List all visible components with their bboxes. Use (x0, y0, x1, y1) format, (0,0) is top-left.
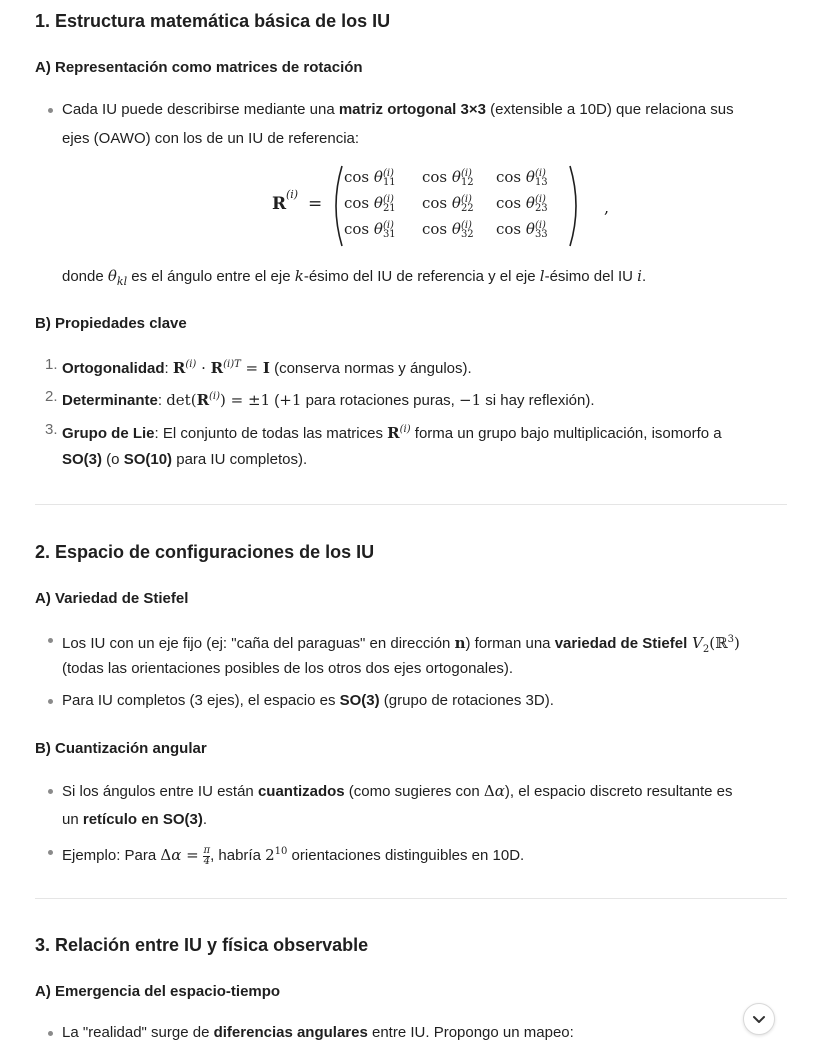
fraction-pi-4: $\frac{\pi}{4}$ (203, 844, 211, 867)
section-1a-title: A) Representación como matrices de rotación (35, 59, 363, 76)
where-line: donde $\theta_{kl}$ es el ángulo entre el eje k-ésimo del IU de referencia y el eje l-ésimo del IU i. (62, 267, 647, 288)
matrix-cell: cos θ (i) 32 (422, 220, 474, 241)
ordered-item-3: 3. Grupo de Lie: El conjunto de todas las matrices $R^{(i)}$ forma un grupo bajo multiplicación, isomorfo a (45, 421, 722, 442)
section-3a-title: A) Emergencia del espacio-tiempo (35, 983, 281, 1000)
section-1-title: 1. Estructura matemática básica de los IU (35, 11, 391, 31)
matrix-cell: cos θ (i) 22 (422, 194, 474, 215)
list-item: Los IU con un eje fijo (ej: "caña del paraguas" en dirección n) forman una variedad de Stiefel $V_2(ℝ^3)$ (62, 630, 740, 660)
matrix-cells (344, 166, 574, 246)
ordered-item-1: 1. Ortogonalidad: $R^{(i)} \cdot R^{(i)T} = I$ (conserva normas y ángulos). (45, 356, 472, 377)
list-item-continuation: (todas las orientaciones posibles de los otros dos ejes ortogonales). (62, 660, 514, 677)
list-item: Ejemplo: Para Δα = $\frac{\pi}{4}$ , habría $2^{10}$ orientaciones distinguibles en 10D. (62, 842, 524, 867)
list-item: La "realidad" surge de diferencias angulares entre IU. Propongo un mapeo: (62, 1024, 574, 1041)
scroll-down-button[interactable] (743, 1003, 775, 1035)
list-item: Si los ángulos entre IU están cuantizados (como sugieres con Δα), el espacio discreto resultante es (62, 782, 733, 800)
matrix-comma: , (604, 198, 610, 217)
section-3-title: 3. Relación entre IU y física observable (35, 935, 369, 955)
matrix-cell: cos θ (i) 13 (496, 168, 548, 189)
section-2b-title: B) Cuantización angular (35, 740, 207, 757)
matrix-cell: cos θ (i) 33 (496, 220, 548, 241)
divider (35, 898, 787, 899)
matrix-cell: cos θ (i) 23 (496, 194, 548, 215)
section-2-title: 2. Espacio de configuraciones de los IU (35, 542, 375, 562)
divider (35, 504, 787, 505)
ordered-item-2: 2. Determinante: $\det(R^{(i)}) = \pm 1$ (+1 para rotaciones puras, −1 si hay reflexión). (45, 388, 595, 409)
section-1b-title: B) Propiedades clave (35, 315, 187, 332)
matrix-cell: cos θ (i) 11 (344, 168, 396, 189)
list-item-continuation: un retículo en SO(3). (62, 811, 208, 828)
matrix-cell: cos θ (i) 12 (422, 168, 474, 189)
matrix-cell: cos θ (i) 31 (344, 220, 396, 241)
list-item: Cada IU puede describirse mediante una matriz ortogonal 3×3 (extensible a 10D) que relaciona sus (62, 101, 734, 118)
chevron-down-icon (751, 1011, 767, 1027)
ordered-item-3-continuation: SO(3) (o SO(10) para IU completos). (62, 451, 308, 468)
list-item-continuation: ejes (OAWO) con los de un IU de referencia: (62, 130, 360, 147)
matrix-cell: cos θ (i) 21 (344, 194, 396, 215)
list-item: Para IU completos (3 ejes), el espacio es SO(3) (grupo de rotaciones 3D). (62, 692, 554, 709)
section-2a-title: A) Variedad de Stiefel (35, 590, 189, 607)
